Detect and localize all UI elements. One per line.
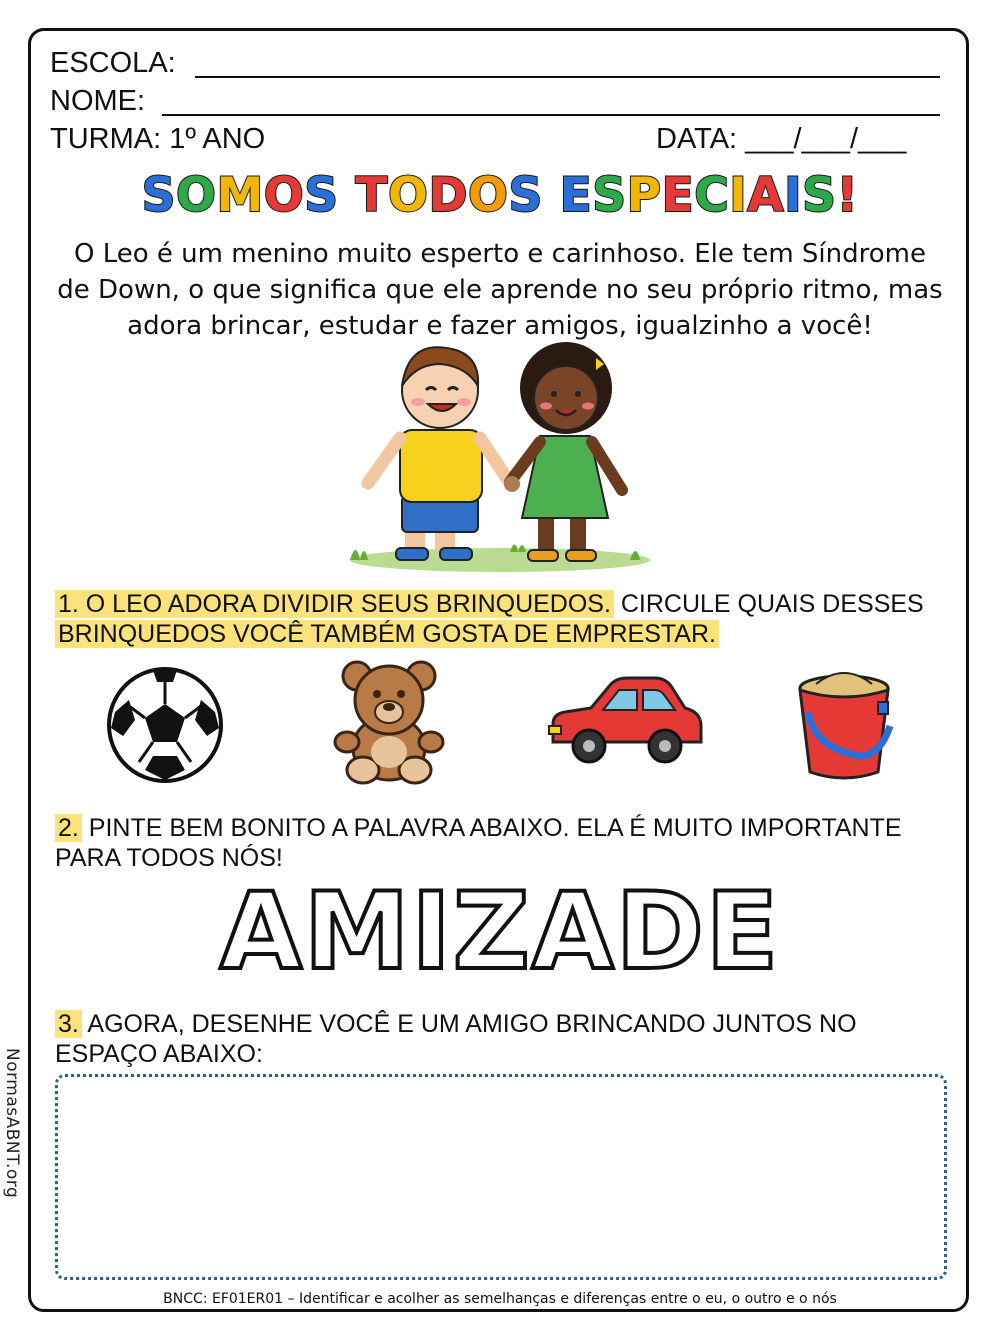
question-1 bbox=[55, 589, 955, 649]
nome-field[interactable] bbox=[50, 84, 145, 118]
outline-word-amizade[interactable]: AMIZADE bbox=[219, 870, 781, 993]
title-letter bbox=[339, 168, 356, 223]
intro-line: O Leo é um menino muito esperto e carinhoso. Ele tem Síndrome bbox=[74, 239, 926, 269]
escola-label: ESCOLA: bbox=[50, 47, 176, 79]
page-title bbox=[0, 168, 1000, 223]
title-letter: S bbox=[802, 168, 837, 223]
question-1-text: CIRCULE QUAIS DESSES bbox=[613, 590, 924, 618]
escola-line bbox=[195, 76, 940, 78]
toy-car-icon[interactable] bbox=[545, 676, 703, 768]
data-field[interactable]: DATA: ___/___/___ bbox=[656, 123, 907, 155]
title-letter: E bbox=[661, 168, 695, 223]
drawing-area[interactable] bbox=[55, 1074, 947, 1280]
question-2-number: 2. bbox=[55, 814, 82, 842]
title-letter: D bbox=[428, 168, 468, 223]
title-letter: O bbox=[387, 168, 429, 223]
girl-figure bbox=[510, 342, 622, 561]
title-letter: I bbox=[729, 168, 748, 223]
question-1-highlight: 1. O LEO ADORA DIVIDIR SEUS BRINQUEDOS. bbox=[55, 590, 614, 618]
question-2-text: PINTE BEM BONITO A PALAVRA ABAIXO. ELA É MUITO IMPORTANTE bbox=[81, 814, 902, 842]
nome-label: NOME: bbox=[50, 85, 146, 117]
intro-paragraph bbox=[50, 236, 950, 344]
title-letter: P bbox=[626, 168, 662, 223]
teddy-bear-icon[interactable] bbox=[333, 656, 445, 786]
title-letter: S bbox=[141, 168, 176, 223]
bncc-footer: BNCC: EF01ER01 – Identificar e acolher as semelhanças e diferenças entre o eu, o outro e o nós bbox=[163, 1291, 837, 1307]
intro-line: de Down, o que significa que ele aprende no seu próprio ritmo, mas bbox=[57, 275, 943, 305]
intro-line: adora brincar, estudar e fazer amigos, igualzinho a você! bbox=[127, 311, 873, 341]
title-letter: S bbox=[592, 168, 627, 223]
soccer-ball-icon[interactable] bbox=[105, 666, 225, 784]
question-3 bbox=[55, 1009, 955, 1069]
title-letter: O bbox=[467, 168, 509, 223]
title-letter: T bbox=[355, 168, 388, 223]
title-letter: S bbox=[304, 168, 339, 223]
question-3-text: AGORA, DESENHE VOCÊ E UM AMIGO BRINCANDO JUNTOS NO bbox=[81, 1010, 857, 1038]
watermark-text: NormasABNT.org bbox=[2, 1048, 22, 1199]
sand-bucket-icon[interactable] bbox=[794, 664, 894, 782]
boy-figure bbox=[368, 347, 510, 560]
title-letter: S bbox=[508, 168, 543, 223]
title-letter: ! bbox=[836, 168, 859, 223]
title-letter: A bbox=[747, 168, 785, 223]
question-3-number: 3. bbox=[55, 1010, 82, 1038]
question-2-line2: PARA TODOS NÓS! bbox=[55, 844, 283, 872]
children-holding-hands-illustration bbox=[330, 338, 670, 578]
title-letter: I bbox=[784, 168, 803, 223]
title-letter: O bbox=[175, 168, 217, 223]
title-letter: E bbox=[559, 168, 593, 223]
question-3-line2: ESPAÇO ABAIXO: bbox=[55, 1040, 263, 1068]
title-letter: M bbox=[216, 168, 264, 223]
question-2 bbox=[55, 813, 955, 873]
title-letter: C bbox=[694, 168, 730, 223]
turma-label: TURMA: 1º ANO bbox=[50, 123, 266, 155]
escola-field[interactable] bbox=[50, 46, 176, 80]
question-1-line2: BRINQUEDOS VOCÊ TAMBÉM GOSTA DE EMPRESTAR. bbox=[55, 620, 719, 648]
title-letter: O bbox=[263, 168, 305, 223]
nome-line bbox=[162, 114, 940, 116]
title-letter bbox=[543, 168, 560, 223]
